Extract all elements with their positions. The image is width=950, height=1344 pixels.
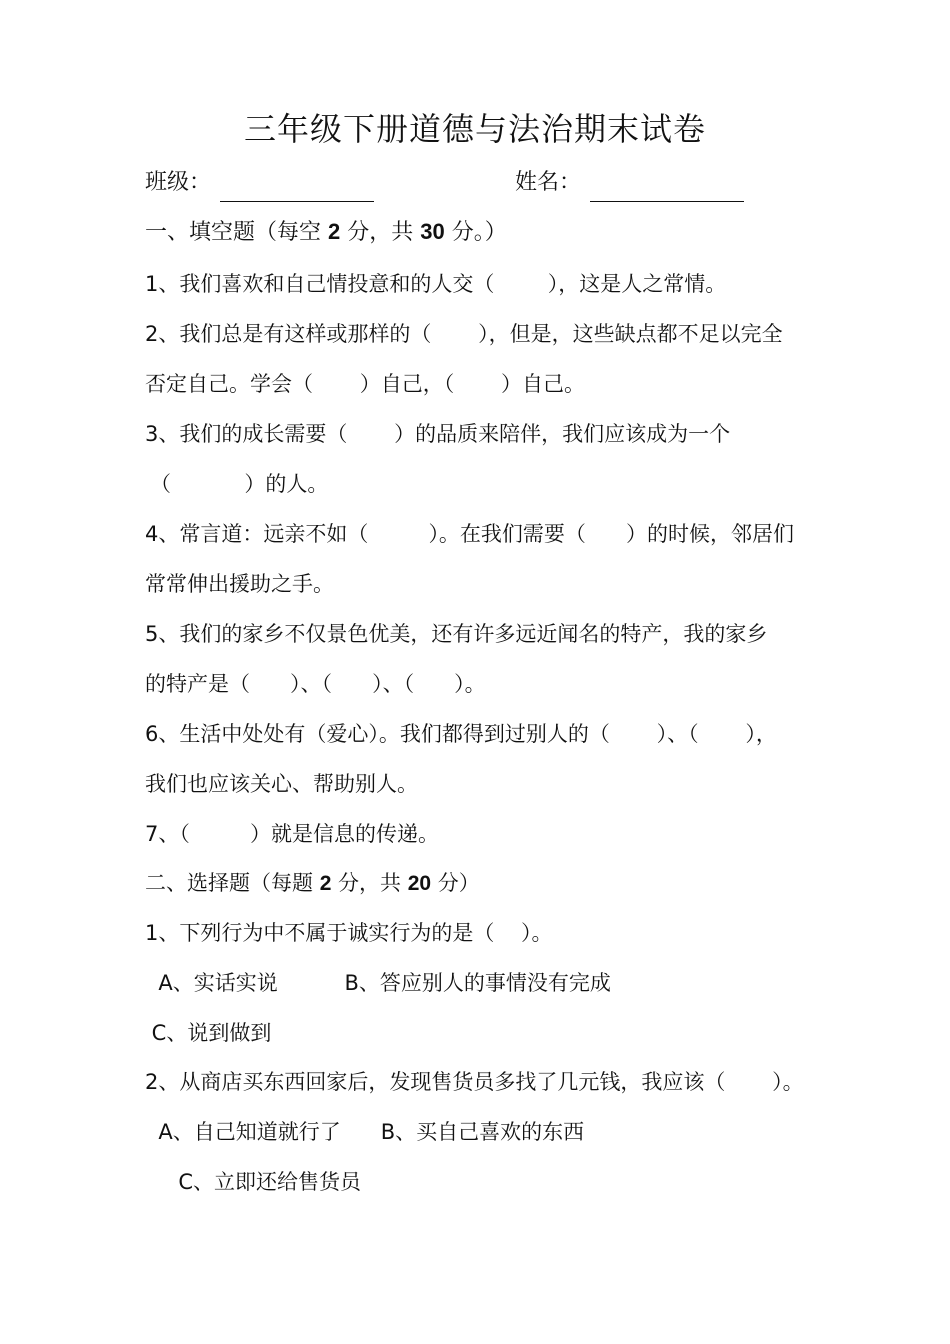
heading-text: 分。） xyxy=(444,220,507,245)
question-line: 6、生活中处处有（爱心）。我们都得到过别人的（ ）、（ ）， xyxy=(145,722,777,746)
name-label: 姓名： xyxy=(515,170,582,195)
answer-options: A、自己知道就行了 B、买自己喜欢的东西 xyxy=(145,1120,585,1144)
section-heading-fill-blank xyxy=(145,221,507,244)
answer-options: A、实话实说 B、答应别人的事情没有完成 xyxy=(145,971,611,995)
heading-number: 2 xyxy=(319,872,332,895)
question-line: 2、从商店买东西回家后，发现售货员多找了几元钱，我应该（ ）。 xyxy=(145,1070,804,1094)
question-line: 3、我们的成长需要（ ）的品质来陪伴，我们应该成为一个 xyxy=(145,422,731,446)
heading-text: 二、选择题（每题 xyxy=(145,871,320,895)
answer-options: C、说到做到 xyxy=(145,1021,272,1045)
answer-options: C、立即还给售货员 xyxy=(145,1170,362,1194)
class-label: 班级： xyxy=(145,170,212,195)
question-line: 2、我们总是有这样或那样的（ ），但是，这些缺点都不足以完全 xyxy=(145,322,783,346)
question-line: 7、（ ）就是信息的传递。 xyxy=(145,822,439,846)
heading-text: 分，共 xyxy=(340,220,421,245)
heading-number: 20 xyxy=(407,872,432,895)
question-line: 4、常言道：远亲不如（ ）。在我们需要（ ）的时候，邻居们 xyxy=(145,522,794,546)
question-line: 1、我们喜欢和自己情投意和的人交（ ），这是人之常情。 xyxy=(145,272,727,296)
name-field[interactable] xyxy=(590,201,744,202)
heading-text: 一、填空题（每空 xyxy=(145,220,328,245)
page-title: 三年级下册道德与法治期末试卷 xyxy=(243,110,706,148)
question-line: 的特产是（ ）、（ ）、（ ）。 xyxy=(145,672,486,696)
question-line: 否定自己。学会（ ）自己，（ ）自己。 xyxy=(145,372,585,396)
question-line: 1、下列行为中不属于诚实行为的是（ ）。 xyxy=(145,921,553,945)
heading-text: 分，共 xyxy=(331,871,408,895)
question-line: 常常伸出援助之手。 xyxy=(145,572,334,596)
question-line: 5、我们的家乡不仅景色优美，还有许多远近闻名的特产，我的家乡 xyxy=(145,622,768,646)
heading-number: 30 xyxy=(420,219,445,244)
question-line: 我们也应该关心、帮助别人。 xyxy=(145,772,418,796)
class-field[interactable] xyxy=(220,201,374,202)
heading-number: 2 xyxy=(328,219,341,244)
question-line: （ ）的人。 xyxy=(150,472,329,496)
heading-text: 分） xyxy=(431,871,480,895)
section-heading-multiple-choice xyxy=(145,873,480,894)
